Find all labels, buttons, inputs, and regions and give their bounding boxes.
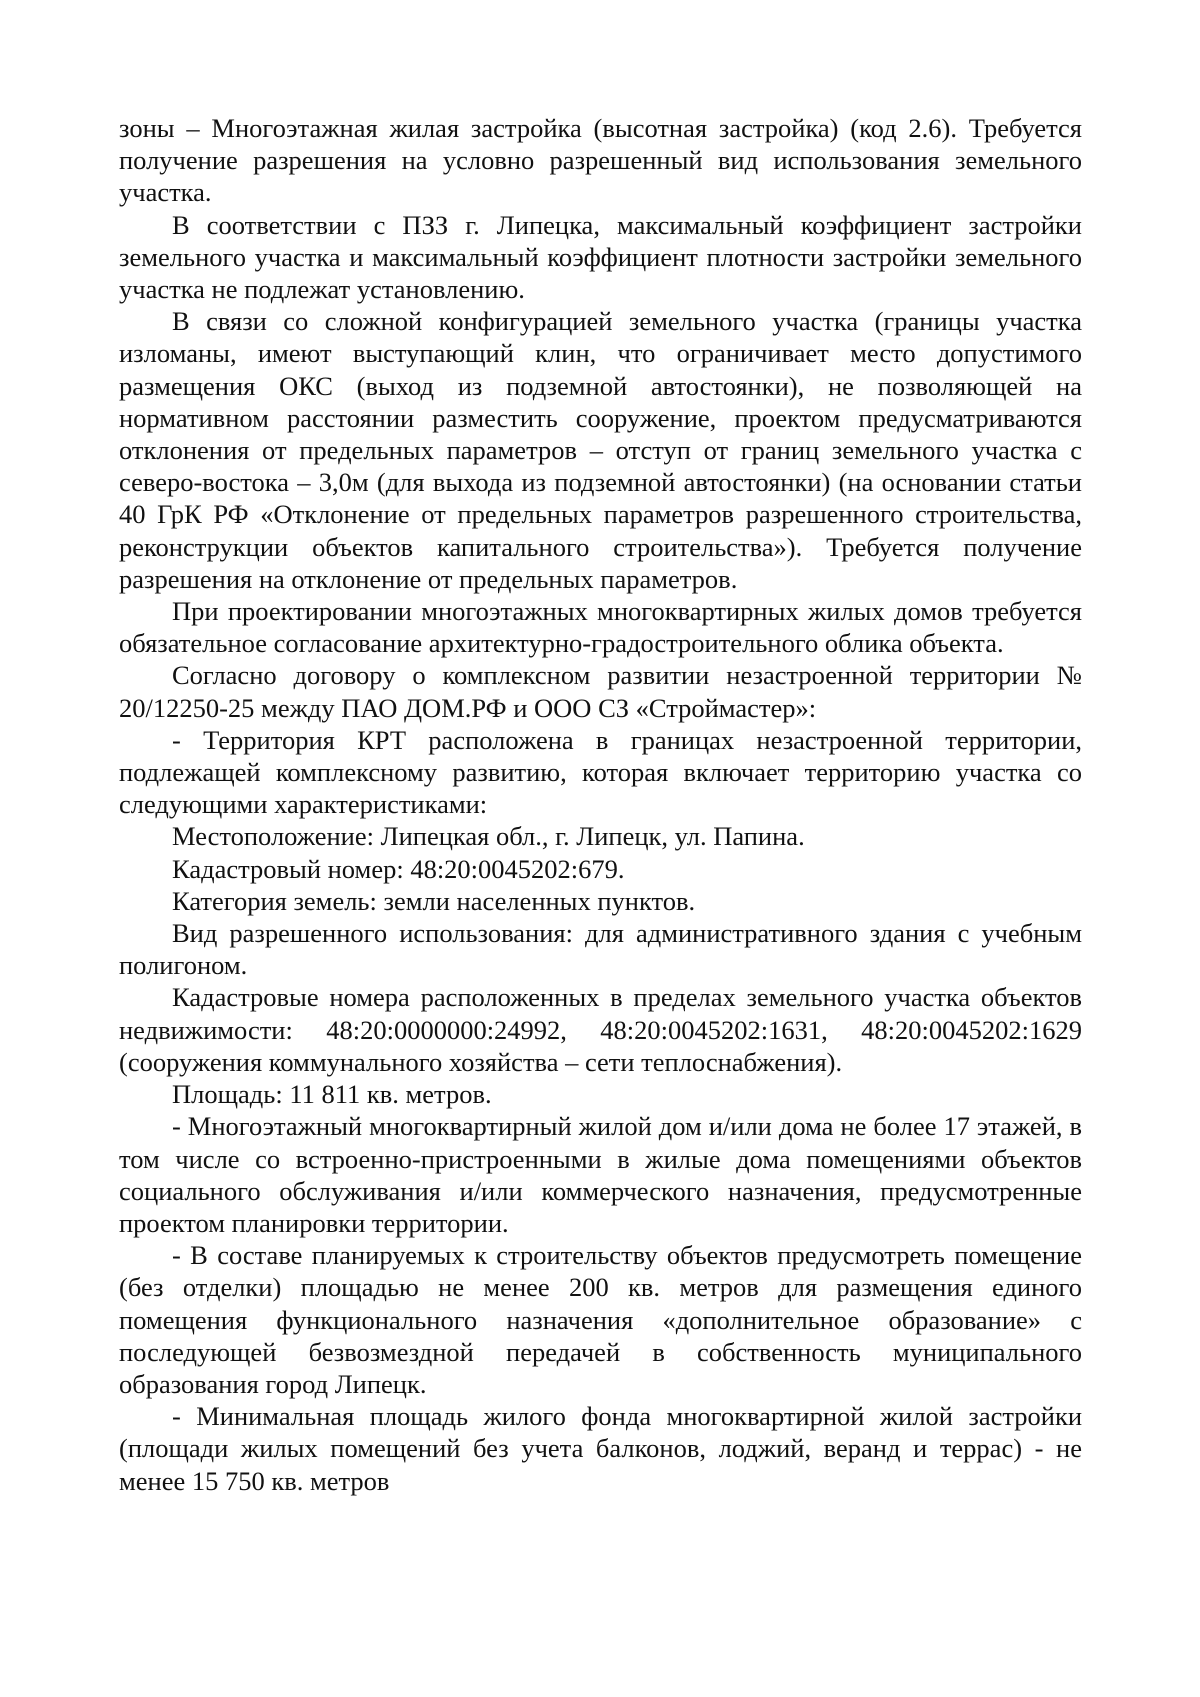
paragraph-minimum-living-area: - Минимальная площадь жилого фонда многоквартирной жилой застройки (площади жилых помещений без учета балконов, лоджий, веранд и террас) - не менее 15 750 кв. метров — [119, 1401, 1082, 1496]
paragraph-permitted-use: Вид разрешенного использования: для административного здания с учебным полигоном. — [119, 918, 1082, 981]
paragraph-krt-territory: - Территория КРТ расположена в границах незастроенной территории, подлежащей комплексному развитию, которая включает территорию участка со следующими характеристиками: — [119, 724, 1082, 820]
paragraph-development-agreement: Согласно договору о комплексном развитии незастроенной территории № 20/12250-25 между ПАО ДОМ.РФ и ООО СЗ «Строймастер»: — [119, 660, 1082, 723]
paragraph-land-category: Категория земель: земли населенных пунктов. — [172, 885, 696, 916]
paragraph-location: Местоположение: Липецкая обл., г. Липецк, ул. Папина. — [172, 821, 805, 852]
paragraph-area: Площадь: 11 811 кв. метров. — [172, 1079, 492, 1110]
paragraph-residential-buildings: - Многоэтажный многоквартирный жилой дом и/или дома не более 17 этажей, в том числе со встроенно-пристроенными в жилые дома помещениями объектов социального обслуживания и/или коммерческого назначения, предусмотренные проектом планировки территории. — [119, 1111, 1082, 1238]
paragraph-cadastral-number: Кадастровый номер: 48:20:0045202:679. — [172, 853, 625, 884]
paragraph-education-premises: - В составе планируемых к строительству объектов предусмотреть помещение (без отделки) площадью не менее 200 кв. метров для размещения единого помещения функционального назначения «дополнительное образование» с последующей безвозмездной передачей в собственность муниципального образования город Липецк. — [119, 1240, 1082, 1399]
paragraph-cadastral-objects: Кадастровые номера расположенных в пределах земельного участка объектов недвижимости: 48:20:0000000:24992, 48:20:0045202:1631, 48:20:0045202:1629 (сооружения коммунального хозяйства – сети теплоснабжения). — [119, 982, 1082, 1077]
paragraph-deviation-parameters: В связи со сложной конфигурацией земельного участка (границы участка изломаны, имеют выступающий клин, что ограничивает место допустимого размещения ОКС (выход из подземной автостоянки), не позволяющей на нормативном расстоянии разместить сооружение, проектом предусматриваются отклонения от предельных параметров – отступ от границ земельного участка с северо-востока – 3,0м (для выхода из подземной автостоянки) (на основании статьи 40 ГрК РФ «Отклонение от предельных параметров разрешенного строительства, реконструкции объектов капитального строительства»). Требуется получение разрешения на отклонение от предельных параметров. — [119, 306, 1082, 594]
paragraph-architectural-approval: При проектировании многоэтажных многоквартирных жилых домов требуется обязательное согласование архитектурно-градостроительного облика объекта. — [119, 596, 1082, 659]
paragraph-zone-code: зоны – Многоэтажная жилая застройка (высотная застройка) (код 2.6). Требуется получение разрешения на условно разрешенный вид использования земельного участка. — [119, 113, 1082, 208]
paragraph-pzz-coefficients: В соответствии с ПЗЗ г. Липецка, максимальный коэффициент застройки земельного участка и максимальный коэффициент плотности застройки земельного участка не подлежат установлению. — [119, 209, 1082, 305]
